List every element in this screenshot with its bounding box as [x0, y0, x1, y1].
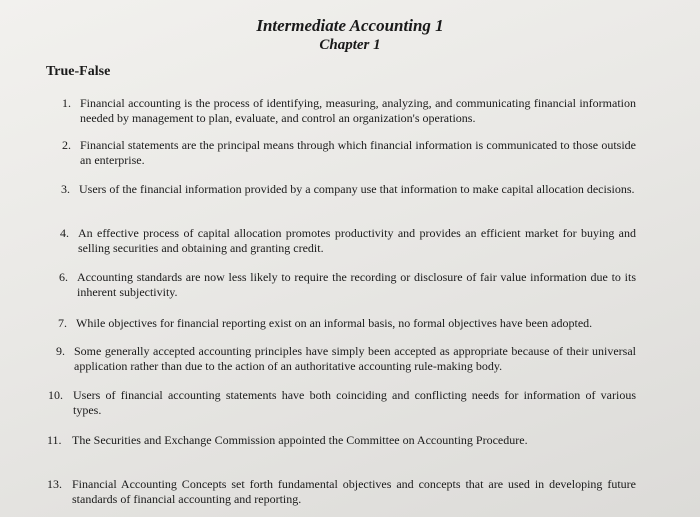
question-text: Financial statements are the principal means through which financial information is communicated to those outside an enterprise. [80, 138, 636, 167]
question-item [61, 182, 636, 197]
question-number: 2. [62, 138, 71, 152]
question-item [47, 477, 636, 507]
question-text: Accounting standards are now less likely to require the recording or disclosure of fair value information due to its inherent subjectivity. [77, 270, 636, 299]
question-number: 10. [48, 388, 63, 402]
question-item [62, 138, 636, 168]
question-text: An effective process of capital allocation promotes productivity and provides an efficient market for buying and selling securities and obtaining and granting credit. [78, 226, 636, 255]
question-text: Financial Accounting Concepts set forth fundamental objectives and concepts that are used in developing future standards of financial accounting and reporting. [72, 477, 636, 506]
question-number: 1. [62, 96, 71, 110]
question-number: 4. [60, 226, 69, 240]
question-text: The Securities and Exchange Commission appointed the Committee on Accounting Procedure. [72, 433, 528, 447]
question-item [60, 226, 636, 256]
section-heading: True-False [46, 64, 111, 79]
question-item [58, 316, 636, 331]
question-text: While objectives for financial reporting exist on an informal basis, no formal objectives have been adopted. [76, 316, 593, 330]
question-item [62, 96, 636, 126]
question-number: 9. [56, 344, 65, 358]
question-text: Users of financial accounting statements have both coinciding and conflicting needs for information of various types. [73, 388, 636, 417]
question-item [47, 433, 636, 448]
question-item [59, 270, 636, 300]
question-text: Some generally accepted accounting principles have simply been accepted as appropriate because of their universal application rather than due to the action of an authoritative accounting rule-making body. [74, 344, 636, 373]
question-number: 6. [59, 270, 68, 284]
question-number: 3. [61, 182, 70, 196]
question-number: 11. [47, 433, 62, 447]
chapter-subtitle: Chapter 1 [319, 37, 381, 53]
question-text: Financial accounting is the process of identifying, measuring, analyzing, and communicating financial information needed by management to plan, evaluate, and control an organization's operations. [80, 96, 636, 125]
question-text: Users of the financial information provided by a company use that information to make capital allocation decisions. [79, 182, 635, 196]
question-number: 7. [58, 316, 67, 330]
question-item [48, 388, 636, 418]
question-number: 13. [47, 477, 62, 491]
document-title: Intermediate Accounting 1 [256, 16, 444, 35]
question-item [56, 344, 636, 374]
